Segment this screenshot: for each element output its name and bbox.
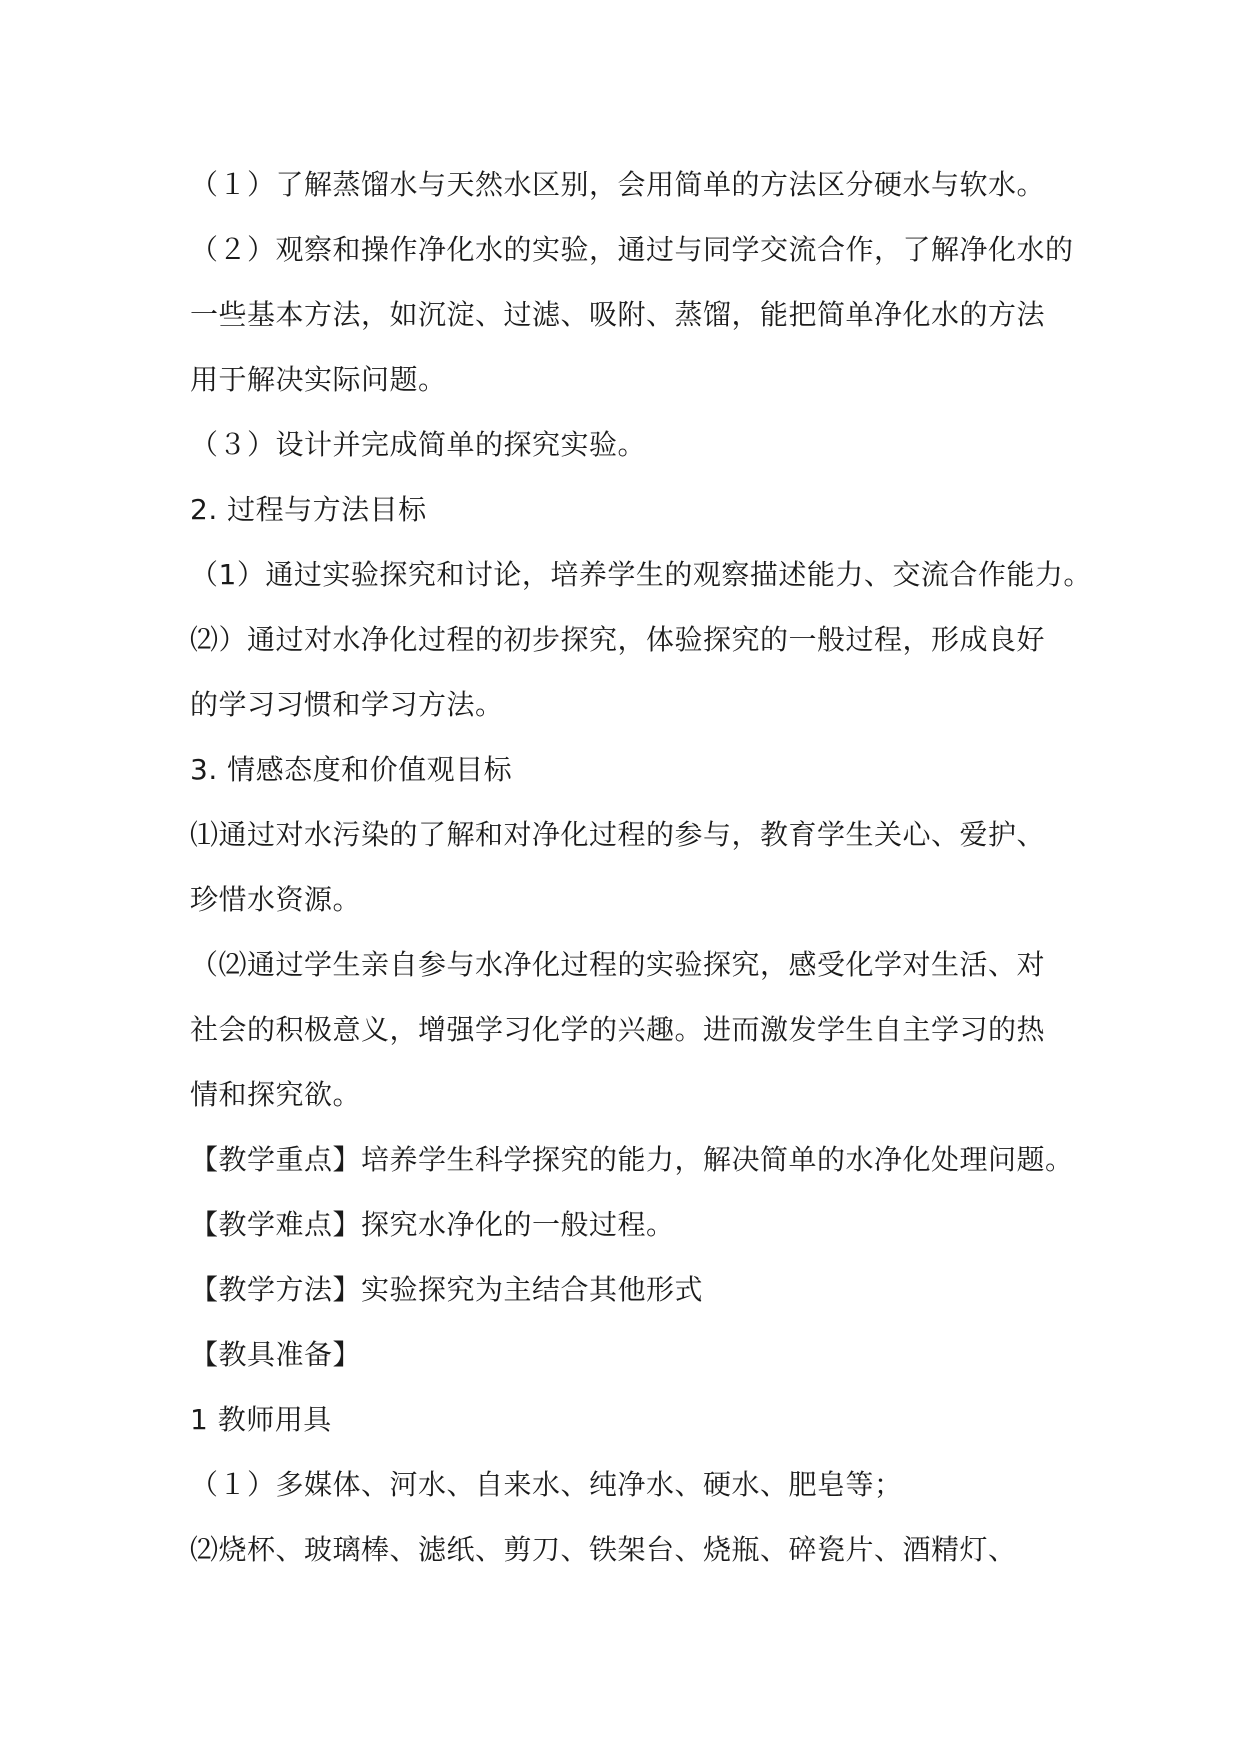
section-heading: 1 教师用具 [190,1403,332,1436]
text-line: 一些基本方法，如沉淀、过滤、吸附、蒸馏，能把简单净化水的方法 [190,298,1046,331]
teaching-aids-heading: 【教具准备】 [190,1338,362,1371]
text-line: ⑴通过对水污染的了解和对净化过程的参与，教育学生关心、爱护、 [190,818,1046,851]
teaching-focus: 【教学重点】培养学生科学探究的能力，解决简单的水净化处理问题。 [190,1143,1074,1176]
text-line: （３）设计并完成简单的探究实验。 [190,428,647,461]
text-line: （２）观察和操作净化水的实验，通过与同学交流合作，了解净化水的 [190,233,1074,266]
teaching-difficulty: 【教学难点】探究水净化的一般过程。 [190,1208,675,1241]
text-line: （1）通过实验探究和讨论，培养学生的观察描述能力、交流合作能力。 [190,558,1092,591]
text-line: ⑵烧杯、玻璃棒、滤纸、剪刀、铁架台、烧瓶、碎瓷片、酒精灯、 [190,1533,1017,1566]
text-line: 情和探究欲。 [190,1078,362,1111]
text-line: 的学习习惯和学习方法。 [190,688,504,721]
text-line: 珍惜水资源。 [190,883,362,916]
text-line: （１）了解蒸馏水与天然水区别，会用简单的方法区分硬水与软水。 [190,168,1046,201]
text-line: （１）多媒体、河水、自来水、纯净水、硬水、肥皂等； [190,1468,903,1501]
document-body [190,163,1092,1593]
text-line: 用于解决实际问题。 [190,363,447,396]
text-line: 社会的积极意义，增强学习化学的兴趣。进而激发学生自主学习的热 [190,1013,1046,1046]
section-heading: 2. 过程与方法目标 [190,493,427,526]
teaching-method: 【教学方法】实验探究为主结合其他形式 [190,1273,704,1306]
text-line: ⑵）通过对水净化过程的初步探究，体验探究的一般过程，形成良好 [190,623,1046,656]
section-heading: 3. 情感态度和价值观目标 [190,753,513,786]
text-line: （⑵通过学生亲自参与水净化过程的实验探究，感受化学对生活、对 [190,948,1046,981]
